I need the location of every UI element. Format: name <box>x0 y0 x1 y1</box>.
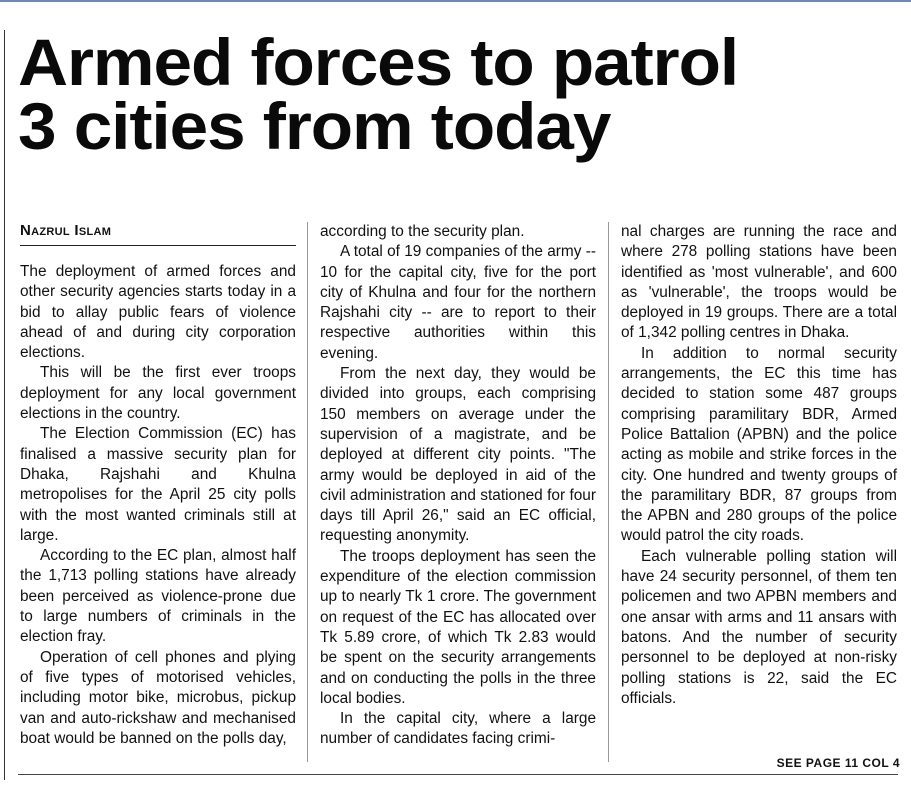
headline-line-2: 3 cities from today <box>18 89 611 163</box>
article-paragraph: From the next day, they would be divided into groups, each comprising 150 members on average under the supervision of a magistrate, and be deployed at different city points. "The army would be deployed in aid of the civil administration and stationed for four days till April 26," said an EC official, requesting anonymity. <box>320 365 596 545</box>
article-paragraph: according to the security plan. <box>320 223 525 240</box>
top-border <box>0 0 911 2</box>
article-paragraph: Each vulnerable polling station will have 24 security personnel, of them ten policemen and two APBN members and one ansar with arms and 11 ansars with batons. And the number of security personnel to be deployed at non-risky polling stations is 22, said the EC officials. <box>621 547 897 707</box>
continuation-note: SEE PAGE 11 COL 4 <box>776 756 900 770</box>
article-paragraph: In addition to normal security arrangements, the EC this time has decided to station some 487 groups comprising paramilitary BDR, Armed Police Battalion (APBN) and the police acting as mobile and strike forces in the city. One hundred and twenty groups of the paramilitary BDR, 87 groups from the APBN and 280 groups of the police would patrol the city roads. <box>621 344 897 545</box>
article-paragraph: The deployment of armed forces and other security agencies starts today in a bid to allay public fears of violence ahead of and during city corporation elections. <box>20 263 296 362</box>
article-paragraph: According to the EC plan, almost half the 1,713 polling stations have already been perceived as violence-prone due to large numbers of criminals in the election fray. <box>20 547 296 646</box>
article-paragraph: Operation of cell phones and plying of five types of motorised vehicles, including motor bike, microbus, pickup van and auto-rickshaw and mechanised boat would be banned on the polls day, <box>20 648 296 747</box>
left-column-rule <box>4 30 5 780</box>
article-column-2 <box>320 222 596 750</box>
article-paragraph: A total of 19 companies of the army -- 10 for the capital city, five for the port city of Khulna and four for the northern Rajshahi city -- are to report to their respective authorities within this evening. <box>320 243 596 362</box>
article-column-3 <box>621 222 897 709</box>
bottom-rule <box>18 774 898 775</box>
column-divider <box>307 222 308 762</box>
article-paragraph: nal charges are running the race and where 278 polling stations have been identified as 'most vulnerable', and 600 as 'vulnerable', the troops would be deployed in 19 groups. There are a total of 1,342 polling centres in Dhaka. <box>621 223 897 342</box>
byline: Nazrul Islam <box>20 221 296 246</box>
headline <box>18 25 911 163</box>
article-paragraph: In the capital city, where a large number of candidates facing crimi- <box>320 710 596 748</box>
headline-line-1: Armed forces to patrol <box>18 25 739 99</box>
article-paragraph: The troops deployment has seen the expenditure of the election commission up to nearly Tk 1 crore. The government on request of the EC has allocated over Tk 5.89 crore, of which Tk 2.83 would be spent on the security arrangements and on conducting the polls in the three local bodies. <box>320 547 596 707</box>
article-paragraph: This will be the first ever troops deployment for any local government elections in the country. <box>20 364 296 423</box>
column-divider <box>608 222 609 762</box>
article-paragraph: The Election Commission (EC) has finalised a massive security plan for Dhaka, Rajshahi and Khulna metropolises for the April 25 city polls with the most wanted criminals still at large. <box>20 425 296 544</box>
article-column-1 <box>20 262 296 749</box>
